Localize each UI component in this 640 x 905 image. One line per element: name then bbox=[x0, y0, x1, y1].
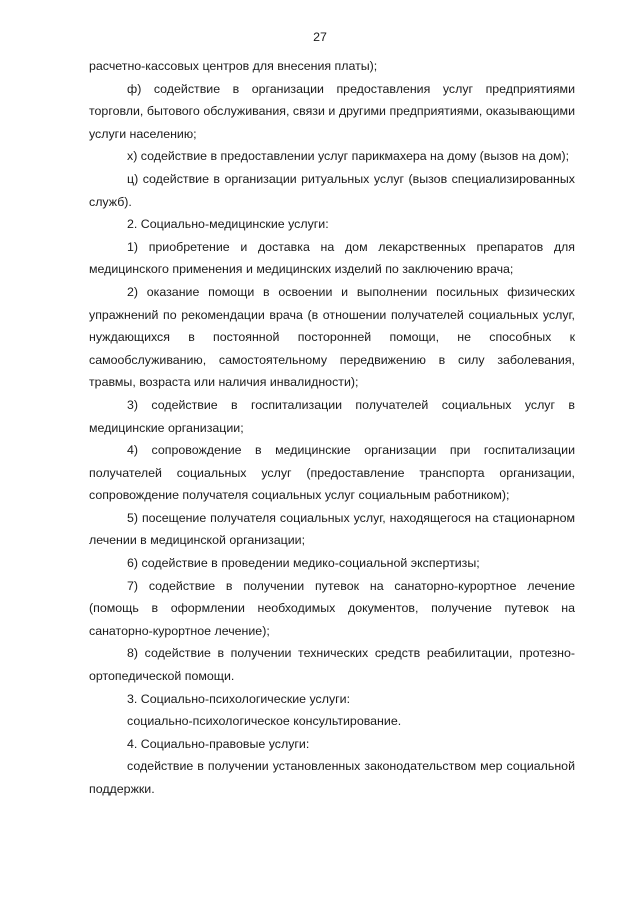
paragraph: 2) оказание помощи в освоении и выполнении посильных физических упражнений по рекомендации врача (в отношении получателей социальных услуг, нуждающихся в постоянной посторонней помощи, не способных к самообслуживанию, самостоятельному передвижению в силу заболевания, травмы, возраста или наличия инвалидности); bbox=[89, 284, 575, 390]
paragraph: содействие в получении установленных законодательством мер социальной поддержки. bbox=[89, 759, 575, 796]
paragraph: 3. Социально-психологические услуги: bbox=[127, 691, 351, 706]
paragraph: ф) содействие в организации предоставления услуг предприятиями торговли, бытового обслуживания, связи и другими предприятиями, оказывающими услуги населению; bbox=[89, 81, 575, 141]
paragraph: 3) содействие в госпитализации получателей социальных услуг в медицинские организации; bbox=[89, 397, 575, 435]
document-body bbox=[89, 55, 575, 801]
paragraph: х) содействие в предоставлении услуг парикмахера на дому (вызов на дом); bbox=[127, 149, 570, 164]
paragraph: 7) содействие в получении путевок на санаторно-курортное лечение (помощь в оформлении необходимых документов, получение путевок на санаторно-курортное лечение); bbox=[89, 578, 575, 638]
page-number: 27 bbox=[313, 30, 327, 44]
paragraph: 2. Социально-медицинские услуги: bbox=[127, 217, 329, 232]
paragraph: 4. Социально-правовые услуги: bbox=[127, 736, 310, 751]
paragraph: расчетно-кассовых центров для внесения платы); bbox=[89, 59, 378, 73]
paragraph: 6) содействие в проведении медико-социальной экспертизы; bbox=[127, 556, 480, 571]
paragraph: ц) содействие в организации ритуальных услуг (вызов специализированных служб). bbox=[89, 171, 575, 209]
paragraph: 1) приобретение и доставка на дом лекарственных препаратов для медицинского применения и медицинских изделий по заключению врача; bbox=[89, 239, 575, 277]
paragraph: социально-психологическое консультирование. bbox=[127, 714, 402, 729]
paragraph: 5) посещение получателя социальных услуг, находящегося на стационарном лечении в медицинской организации; bbox=[89, 510, 575, 548]
paragraph: 4) сопровождение в медицинские организации при госпитализации получателей социальных услуг (предоставление транспорта организации, сопровождение получателя социальных услуг социальным работником); bbox=[89, 443, 575, 503]
paragraph: 8) содействие в получении технических средств реабилитации, протезно-ортопедической помощи. bbox=[89, 646, 575, 684]
